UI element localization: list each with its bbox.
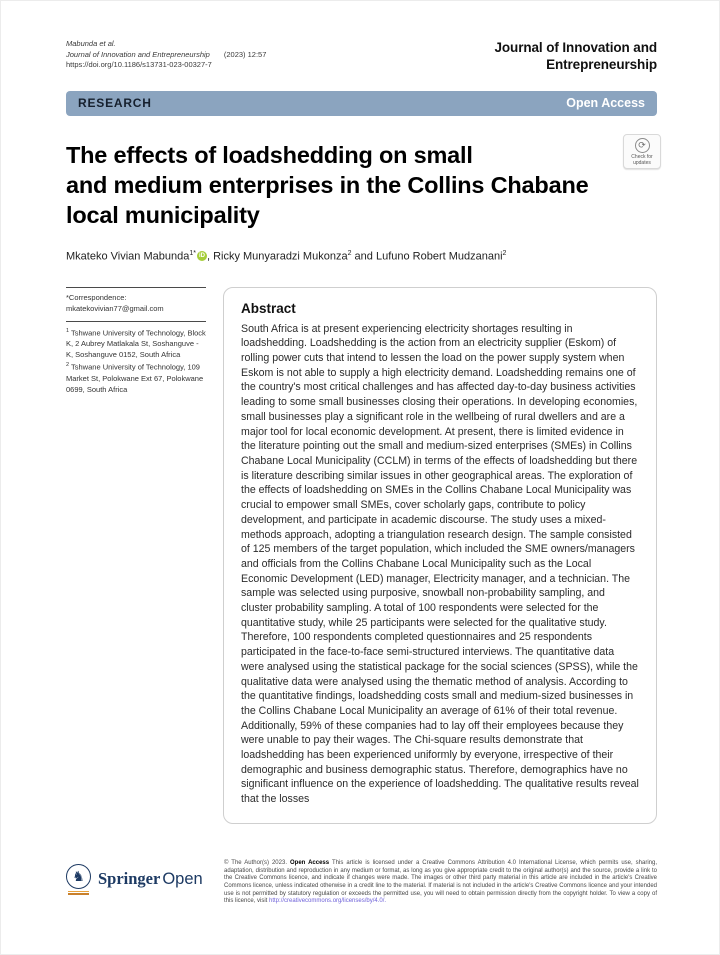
citation-journal: Journal of Innovation and Entrepreneurship — [66, 49, 210, 59]
springer-open-wordmark — [98, 869, 203, 889]
main-content — [66, 287, 657, 824]
affiliation-2 — [66, 360, 206, 395]
author-3-name: Lufuno Robert Mudzanani — [375, 250, 503, 263]
citation-block — [66, 39, 266, 71]
abstract-box — [223, 287, 657, 824]
open-access-label: Open Access — [566, 96, 645, 110]
article-title-line-2: and medium enterprises in the Collins Chabane — [66, 172, 589, 198]
springer-open-logo — [66, 860, 208, 895]
creative-commons-link[interactable]: http://creativecommons.org/licenses/by/4.0/. — [269, 898, 387, 905]
citation-author: Mabunda — [66, 39, 100, 48]
article-title-line-3: local municipality — [66, 202, 260, 228]
article-type-banner — [66, 91, 657, 116]
page-footer — [66, 860, 657, 906]
article-title-line-1: The effects of loadshedding on small — [66, 142, 473, 168]
license-open-access: Open Access — [289, 859, 330, 866]
springer-horse-icon: ♞ — [66, 864, 91, 895]
author-separator-2: and — [351, 250, 376, 263]
title-block — [66, 140, 657, 230]
citation-authors-line — [66, 39, 266, 50]
abstract-heading: Abstract — [241, 300, 296, 316]
author-separator-1: , — [206, 250, 214, 263]
logo-springer-text: Springer — [98, 869, 161, 889]
crossmark-check-icon: ⟳ — [635, 138, 650, 153]
affiliation-1 — [66, 326, 206, 361]
correspondence-label: *Correspondence: — [66, 292, 127, 302]
abstract-text: South Africa is at present experiencing electricity shortages resulting in loadshedding. Loadshedding is the action from an electricity supplier (Eskom) of rolling power cuts that intend to lessen the load on the power supply system when Eskom is not able to supply a high electricity demand. Loadshedding remains one of the country's most critical challenges and has affected day-to-day business activities leading to some small businesses closing their operations. In developing economies, small businesses play a significant role in the wellbeing of rural dwellers and are a major tool for local economic development. At present, there is limited evidence in the literature pointing out the small and medium-sized enterprises (SMEs) in Collins Chabane Local Municipality (CCLM) in terms of the effects of loadshedding but there is literature describing similar issues in other geographical areas. The exploration of the effects of loadshedding on SMEs in the Collins Chabane Local Municipality was crucial to empower small SMEs, cover scholarly gaps, contribute to policy development, and participate in academic discourse. The study uses a mixed-methods approach, adopting a triangulation research design. The sample consisted of 125 members of the target population, which included the SME owners/managers and officials from the Collins Chabane Local Municipality such as the Local Economic Development (LED) manager, Electricity manager, and a technician. The sample was selected using purposive, snowball non-probability sampling, and cluster probability sampling. A total of 100 respondents were selected for the quantitative study, while 25 participants were selected for the qualitative study. Therefore, 100 respondents completed questionnaires and 25 respondents participated in the face-to-face semi-structured interviews. The quantitative data were analysed using the statistical package for the social sciences (SPSS), while the qualitative data were analysed using the thematic method of analysis. According to the quantitative findings, loadshedding costs small and medium-sized businesses in the Collins Chabane Local Municipality an average of 61% of their total revenue. Additionally, 59% of these companies had to lay off their employees because they were unable to pay their wages. The Chi-square results demonstrate that loadshedding has been experienced uniformly by everyone, irrespective of their demographic and business demographic status. Therefore, demographics have no significant influence on the experience of loadshedding. The qualitative results reveal that the losses — [241, 322, 639, 806]
citation-doi: https://doi.org/10.1186/s13731-023-00327-7 — [66, 60, 212, 69]
authors-line — [66, 250, 657, 263]
license-body: This article is licensed under a Creative Commons Attribution 4.0 International License, which permits use, sharing, adaptation, distribution and reproduction in any medium or format, as long as you give appropriate credit to the original author(s) and the source, provide a link to the Creative Commons licence, and indicate if changes were made. The images or other third party material in this article are included in the article's Creative Commons licence, unless indicated otherwise in a credit line to the material. If material is not included in the article's Creative Commons licence and your intended use is not permitted by statutory regulation or exceeds the permitted use, you will need to obtain permission directly from the copyright holder. To view a copy of this licence, visit — [224, 859, 657, 905]
license-copyright: © The Author(s) 2023. — [224, 859, 290, 866]
citation-journal-line — [66, 50, 266, 61]
affiliation-2-sup: 2 — [66, 362, 70, 369]
correspondence-sidebar — [66, 287, 206, 395]
sidebar-mid-rule — [66, 321, 206, 322]
license-text — [224, 860, 657, 906]
page-header — [66, 39, 657, 73]
affiliation-2-text: Tshwane University of Technology, 109 Market St, Polokwane Ext 67, Polokwane 0699, South Africa — [66, 362, 204, 394]
badge-label-line-1: Check for — [631, 154, 653, 160]
citation-etal: et al. — [99, 39, 116, 48]
author-1-name: Mkateko Vivian Mabunda — [66, 250, 190, 263]
logo-open-text: Open — [162, 870, 203, 889]
correspondence-block — [66, 288, 206, 316]
author-2-name: Ricky Munyaradzi Mukonza — [213, 250, 348, 263]
author-2-sup: 2 — [347, 250, 352, 257]
affiliation-1-text: Tshwane University of Technology, Block K, 2 Aubrey Matlakala St, Soshanguve - K, Soshanguve 0152, South Africa — [66, 328, 206, 360]
page-container — [1, 1, 719, 906]
citation-issue: (2023) 12:57 — [223, 49, 267, 59]
affiliation-1-sup: 1 — [66, 327, 70, 334]
article-title — [66, 140, 657, 230]
journal-name: Journal of Innovation and Entrepreneurship — [494, 40, 657, 72]
orcid-icon[interactable]: iD — [198, 252, 205, 259]
correspondence-email: mkatekovivian77@gmail.com — [66, 303, 164, 313]
author-1-sup: 1* — [189, 250, 196, 257]
badge-label-line-2: updates — [633, 160, 651, 166]
author-3-sup: 2 — [502, 250, 507, 257]
article-type-label: RESEARCH — [78, 96, 152, 110]
check-for-updates-badge[interactable] — [623, 134, 661, 169]
